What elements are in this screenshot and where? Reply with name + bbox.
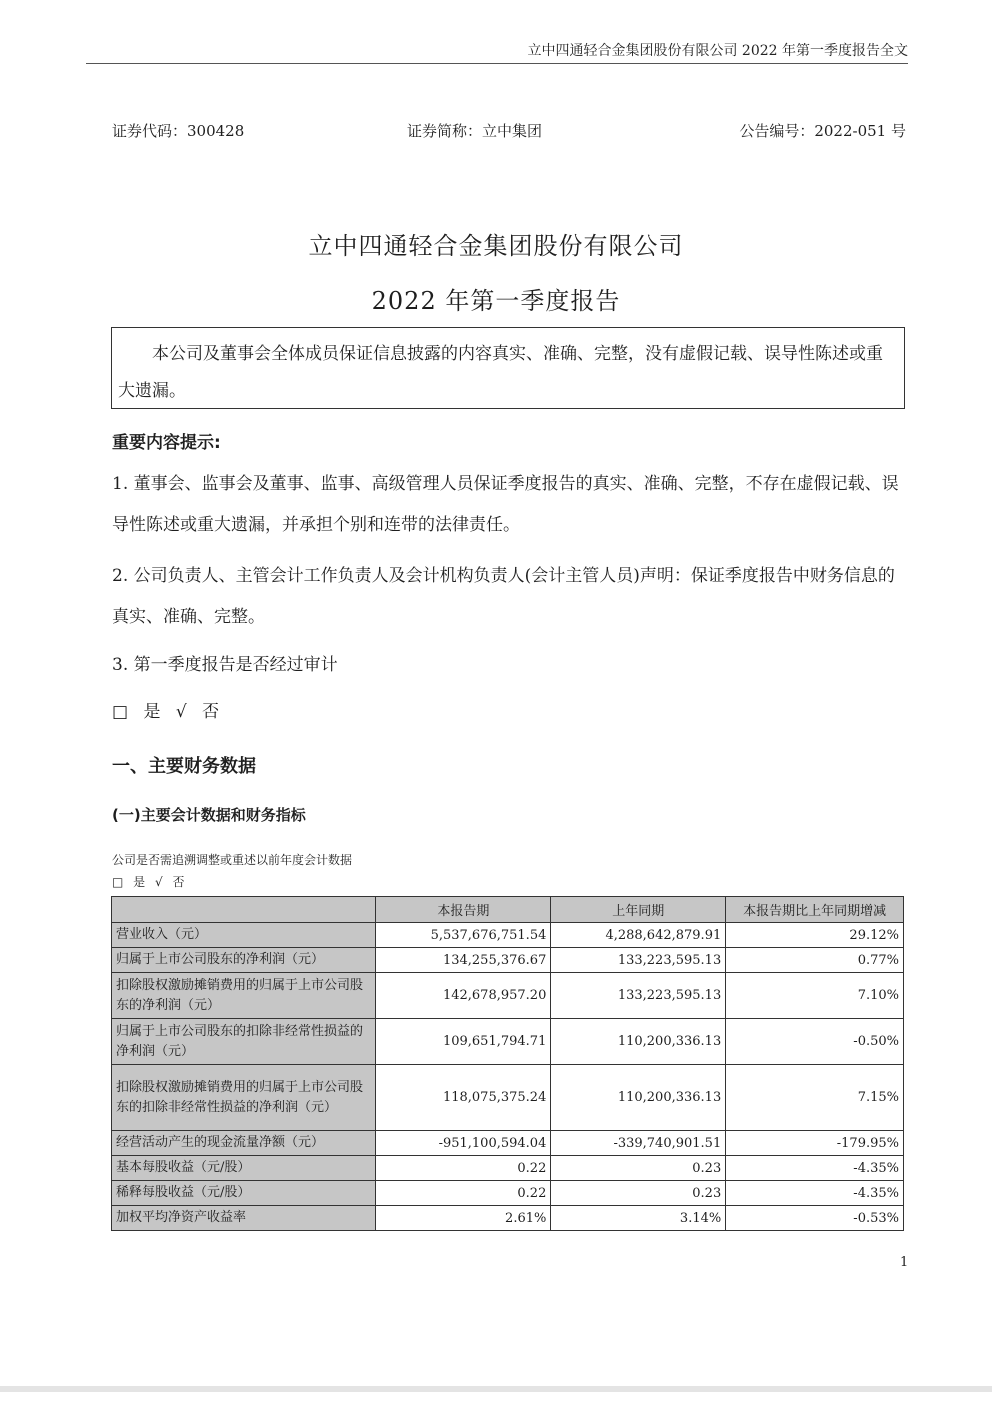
- current-period-value: 0.22: [376, 1181, 551, 1206]
- checkbox-empty-icon: □: [112, 875, 124, 889]
- important-item-1: [112, 464, 908, 546]
- current-period-value: 2.61%: [376, 1206, 551, 1231]
- subsection-heading: (一)主要会计数据和财务指标: [112, 806, 306, 824]
- prior-period-value: 110,200,336.13: [551, 1065, 726, 1131]
- stock-abbreviation: 证券简称：立中集团: [407, 122, 543, 140]
- table-row: [112, 923, 904, 948]
- important-item-1-text: 1. 董事会、监事会及董事、监事、高级管理人员保证季度报告的真实、准确、完整，不存在虚假记载、误导性陈述或重大遗漏，并承担个别和连带的法律责任。: [112, 474, 899, 535]
- row-label: 归属于上市公司股东的扣除非经常性损益的净利润（元）: [112, 1019, 376, 1065]
- change-percent: -179.95%: [726, 1131, 904, 1156]
- important-item-3-text: 3. 第一季度报告是否经过审计: [112, 655, 338, 675]
- table-row: [112, 973, 904, 1019]
- notice-text: 本公司及董事会全体成员保证信息披露的内容真实、准确、完整，没有虚假记载、误导性陈述或重大遗漏。: [118, 344, 883, 401]
- table-header-cell: 本报告期比上年同期增减: [726, 897, 904, 923]
- row-label: 稀释每股收益（元/股）: [112, 1181, 376, 1206]
- checkmark-icon: √: [155, 875, 163, 889]
- change-percent: 7.15%: [726, 1065, 904, 1131]
- announcement-number: 公告编号：2022-051 号: [739, 122, 906, 140]
- important-item-2-text: 2. 公司负责人、主管会计工作负责人及会计机构负责人(会计主管人员)声明：保证季度报告中财务信息的真实、准确、完整。: [112, 566, 895, 627]
- audit-options: [112, 697, 229, 722]
- page-number: 1: [900, 1255, 909, 1270]
- table-row: [112, 1019, 904, 1065]
- row-label: 扣除股权激励摊销费用的归属于上市公司股东的扣除非经常性损益的净利润（元）: [112, 1065, 376, 1131]
- table-row: [112, 1065, 904, 1131]
- prior-period-value: 3.14%: [551, 1206, 726, 1231]
- change-percent: 29.12%: [726, 923, 904, 948]
- important-heading: 重要内容提示:: [112, 433, 221, 453]
- row-label: 营业收入（元）: [112, 923, 376, 948]
- change-percent: 7.10%: [726, 973, 904, 1019]
- table-header-cell: 上年同期: [551, 897, 726, 923]
- scan-bottom-band: [0, 1386, 992, 1392]
- current-period-value: -951,100,594.04: [376, 1131, 551, 1156]
- row-label: 加权平均净资产收益率: [112, 1206, 376, 1231]
- header-rule: [86, 63, 908, 64]
- row-label: 扣除股权激励摊销费用的归属于上市公司股东的净利润（元）: [112, 973, 376, 1019]
- current-period-value: 142,678,957.20: [376, 973, 551, 1019]
- current-period-value: 0.22: [376, 1156, 551, 1181]
- table-row: [112, 948, 904, 973]
- prior-period-value: 4,288,642,879.91: [551, 923, 726, 948]
- restate-options: [112, 873, 191, 890]
- current-period-value: 118,075,375.24: [376, 1065, 551, 1131]
- table-header-cell: 本报告期: [376, 897, 551, 923]
- financial-data-table: [111, 896, 904, 1231]
- prior-period-value: -339,740,901.51: [551, 1131, 726, 1156]
- report-title: 2022 年第一季度报告: [371, 287, 621, 315]
- table-header-cell: [112, 897, 376, 923]
- important-item-2: [112, 556, 908, 638]
- current-period-value: 134,255,376.67: [376, 948, 551, 973]
- change-percent: -0.50%: [726, 1019, 904, 1065]
- row-label: 经营活动产生的现金流量净额（元）: [112, 1131, 376, 1156]
- prior-period-value: 0.23: [551, 1181, 726, 1206]
- checkmark-icon: √: [175, 702, 187, 722]
- prior-period-value: 133,223,595.13: [551, 973, 726, 1019]
- table-header-row: [112, 897, 904, 923]
- restate-question: 公司是否需追溯调整或重述以前年度会计数据: [112, 853, 353, 867]
- notice-box: [111, 327, 905, 409]
- restate-yes-label: 是: [133, 875, 146, 889]
- checkbox-empty-icon: □: [112, 702, 129, 722]
- current-period-value: 5,537,676,751.54: [376, 923, 551, 948]
- change-percent: -4.35%: [726, 1156, 904, 1181]
- row-label: 基本每股收益（元/股）: [112, 1156, 376, 1181]
- prior-period-value: 110,200,336.13: [551, 1019, 726, 1065]
- row-label: 归属于上市公司股东的净利润（元）: [112, 948, 376, 973]
- change-percent: -4.35%: [726, 1181, 904, 1206]
- prior-period-value: 0.23: [551, 1156, 726, 1181]
- change-percent: -0.53%: [726, 1206, 904, 1231]
- table-row: [112, 1206, 904, 1231]
- prior-period-value: 133,223,595.13: [551, 948, 726, 973]
- restate-no-label: 否: [172, 875, 185, 889]
- important-item-3: [112, 645, 908, 686]
- current-period-value: 109,651,794.71: [376, 1019, 551, 1065]
- section-heading: 一、主要财务数据: [112, 756, 256, 777]
- table-row: [112, 1131, 904, 1156]
- audit-yes-label: 是: [143, 702, 161, 722]
- meta-row: [112, 120, 906, 142]
- company-title: 立中四通轻合金集团股份有限公司: [308, 232, 684, 260]
- change-percent: 0.77%: [726, 948, 904, 973]
- stock-code: 证券代码：300428: [112, 122, 245, 140]
- audit-no-label: 否: [202, 702, 220, 722]
- table-row: [112, 1156, 904, 1181]
- table-row: [112, 1181, 904, 1206]
- running-header: 立中四通轻合金集团股份有限公司 2022 年第一季度报告全文: [527, 43, 908, 59]
